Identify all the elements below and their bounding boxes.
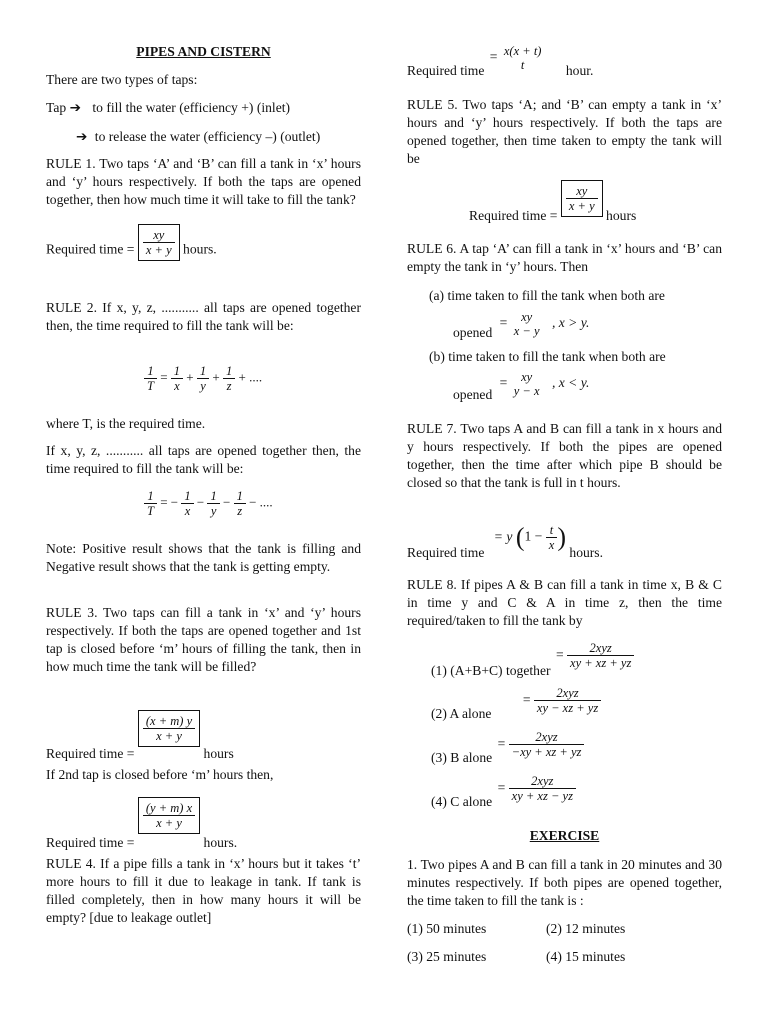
rule-5-formula (469, 180, 637, 223)
rule-8-item-2: (2) A alone = $\frac{\text{2xyz}}{xy - xz + yz}$ (431, 686, 601, 715)
condition: , x < y. (551, 375, 590, 391)
page-title: PIPES AND CISTERN (136, 44, 271, 59)
rule-8-item-1: (1) (A+B+C) together = $\frac{\text{2xyz}}{xy + xz + yz}$ (431, 641, 634, 670)
rule-3-formula (46, 710, 234, 761)
denominator: x + y (566, 198, 598, 213)
rule-2-where: where T, is the required time. (46, 416, 206, 431)
required-time-label: Required time = (46, 745, 135, 761)
denominator: t (520, 58, 525, 72)
boxed-fraction (138, 797, 200, 834)
rule-3-text: RULE 3. Two taps can fill a tank in ‘x’ and ‘y’ hours respectively. If both the taps are opened together and 1st tap is closed before ‘m’ hours of filling the tank, then in how much time the tank will be filled? (46, 605, 361, 674)
numerator: xy (153, 228, 165, 242)
boxed-fraction (138, 710, 200, 747)
numerator: xy (521, 370, 533, 384)
numerator: xy (576, 184, 588, 198)
arrow-right-icon: ➔ (69, 100, 81, 116)
exercise-title: EXERCISE (529, 828, 600, 843)
numerator: 2xyz (531, 774, 554, 788)
rule-2-text: RULE 2. If x, y, z, ........... all taps are opened together then, the time required to fill the tank will be: (46, 300, 361, 333)
required-time-label: Required time (407, 63, 485, 79)
unit-label: hours (203, 745, 234, 761)
fraction (511, 310, 543, 338)
fraction (509, 730, 585, 759)
required-time-label: Required time (407, 544, 485, 560)
rule-2-formula: $\frac{1}{T}$ = $\frac{1}{x}$ + $\frac{1}{y}$ + $\frac{1}{z}$ + .... (144, 364, 262, 393)
rule-5-text: RULE 5. Two taps ‘A; and ‘B’ can empty a tank in ‘x’ hours and ‘y’ hours respectively. If both the taps are opened together, then time taken to empty the tank will be (407, 97, 722, 166)
denominator: x + y (143, 242, 175, 257)
opened-label: opened (453, 387, 493, 403)
condition: , x > y. (551, 315, 590, 331)
denominator: y − x (513, 384, 540, 398)
option-1: (1) 50 minutes (407, 921, 487, 936)
numerator: xy (521, 310, 533, 324)
unit-label: hours. (183, 241, 217, 257)
required-time-label: Required time = (46, 834, 135, 850)
numerator: x(x + t) (503, 44, 542, 58)
rule-8-item-3: (3) B alone = $\frac{\text{2xyz}}{-xy + xz + yz}$ (431, 730, 584, 759)
denominator: x (546, 537, 558, 552)
opened-label: opened (453, 325, 493, 341)
rule-8-item-4: (4) C alone = $\frac{\text{2xyz}}{xy + xz - yz}$ (431, 774, 576, 803)
numerator: t (549, 523, 554, 537)
arrow-right-icon: ➔ (76, 129, 88, 145)
rule-6a-text: (a) time taken to fill the tank when both are (429, 288, 665, 303)
rule-6b-text: (b) time taken to fill the tank when both are (429, 349, 666, 364)
numerator: (y + m) x (145, 801, 193, 815)
tap-label: Tap (46, 100, 67, 115)
required-time-label: Required time = (469, 207, 558, 223)
denominator: xy − xz + yz (534, 700, 601, 715)
denominator: x − y (513, 324, 540, 338)
numerator: 2xyz (535, 730, 558, 744)
intro-text: There are two types of taps: (46, 72, 198, 87)
rule-7-text: RULE 7. Two taps A and B can fill a tank in x hours and y hours respectively. If both the pipes are opened together, then the time after which pipe B should be closed so that the tank is full in t hours. (407, 421, 722, 490)
denominator: xy + xz − yz (509, 788, 576, 803)
unit-label: hours. (569, 544, 603, 560)
numerator: 2xyz (556, 686, 579, 700)
item-label: (1) (A+B+C) together (431, 662, 551, 678)
unit-label: hours (606, 207, 637, 223)
denominator: x + y (143, 728, 195, 743)
note-text: Note: Positive result shows that the tank is filling and Negative result shows that the tank is getting empty. (46, 541, 361, 574)
numerator: 2xyz (589, 641, 612, 655)
unit-label: hours. (203, 834, 238, 850)
unit-label: hour. (565, 63, 594, 79)
rule-2b-formula: $\frac{1}{T}$ = − $\frac{1}{x}$ − $\frac{1}{y}$ − $\frac{1}{z}$ − .... (144, 489, 273, 518)
option-3: (3) 25 minutes (407, 949, 487, 964)
rule-7-formula: Required time = y (1 − $\frac{t}{x}$ ) hours. (407, 522, 603, 560)
denominator: xy + xz + yz (567, 655, 634, 670)
tap-release-text: to release the water (efficiency –) (outlet) (94, 129, 321, 144)
rule-4-formula: Required time = x(x + t) t hour. (407, 44, 594, 79)
denominator: x + y (143, 815, 195, 830)
tap-release-line (76, 128, 320, 146)
question-1-text: 1. Two pipes A and B can fill a tank in 20 minutes and 30 minutes respectively. If both pipes are opened together, the time taken to fill the tank is : (407, 857, 722, 908)
required-time-label: Required time = (46, 241, 135, 257)
rule-3b-text: If 2nd tap is closed before ‘m’ hours then, (46, 767, 274, 782)
rule-6a-formula: opened = xy x − y , x > y. (453, 310, 590, 341)
fraction (567, 641, 634, 670)
tap-fill-line (46, 99, 290, 117)
rule-2b-text: If x, y, z, ........... all taps are opened together then, the time required to fill the tank will be: (46, 443, 361, 476)
item-label: (3) B alone (431, 749, 493, 765)
rule-4-text: RULE 4. If a pipe fills a tank in ‘x’ hours but it takes ‘t’ more hours to fill it due to leakage in tank. If tank is filled completely, then in how many hours it will be empty? [due to leakage outlet] (46, 856, 361, 925)
numerator: (x + m) y (145, 714, 193, 728)
fraction (534, 686, 601, 715)
rule-1-text: RULE 1. Two taps ‘A’ and ‘B’ can fill a tank in ‘x’ hours and ‘y’ hours respectively. If both the taps are opened together, then how much time it will take to fill the tank? (46, 156, 361, 207)
fraction (511, 370, 543, 398)
boxed-fraction (561, 180, 603, 217)
rule-6b-formula: opened = xy y − x , x < y. (453, 370, 590, 403)
fraction (501, 44, 545, 72)
tap-fill-text: to fill the water (efficiency +) (inlet) (92, 100, 291, 115)
denominator: −xy + xz + yz (509, 744, 585, 759)
rule-3b-formula (46, 797, 238, 850)
fraction (546, 523, 558, 552)
fraction (509, 774, 576, 803)
formula-prefix: = y (493, 528, 513, 544)
rule-6-text: RULE 6. A tap ‘A’ can fill a tank in ‘x’ hours and ‘B’ can empty the tank in ‘y’ hours. Then (407, 241, 722, 274)
option-2: (2) 12 minutes (546, 921, 626, 936)
item-label: (2) A alone (431, 705, 492, 721)
option-4: (4) 15 minutes (546, 949, 626, 964)
item-label: (4) C alone (431, 793, 493, 809)
boxed-fraction (138, 224, 180, 261)
rule-1-formula (46, 228, 217, 261)
rule-8-text: RULE 8. If pipes A & B can fill a tank in time x, B & C in time y and C & A in time z, then the time required/taken to fill the tank by (407, 577, 722, 628)
